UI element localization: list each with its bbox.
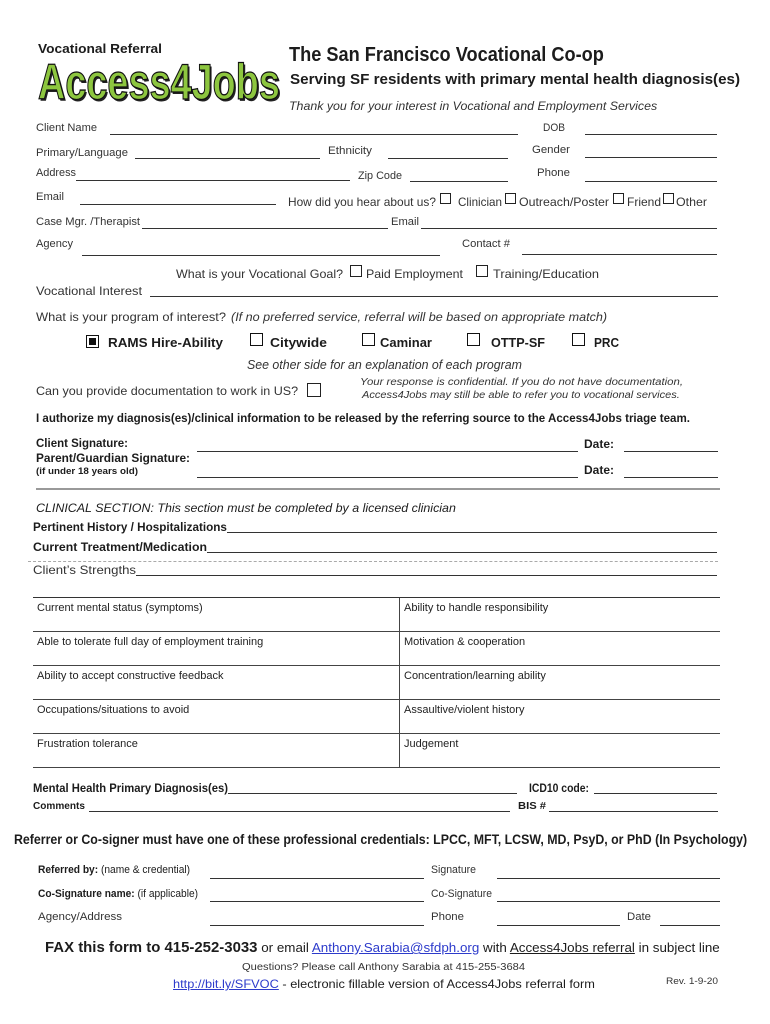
- client-signature-label: Client Signature:: [36, 436, 128, 450]
- primary-language-label: Primary/Language: [36, 147, 128, 159]
- thank-you-text: Thank you for your interest in Vocational and Employment Services: [289, 99, 658, 113]
- subject-tail-text: in subject line: [638, 940, 720, 955]
- contact-label: Contact #: [462, 238, 510, 250]
- access4jobs-logo: Access4Jobs: [38, 54, 280, 110]
- signer-phone-label: Phone: [431, 911, 464, 923]
- agency-address-label: Agency/Address: [38, 911, 123, 923]
- treatment-label: Current Treatment/Medication: [33, 540, 207, 554]
- guardian-date-field[interactable]: [624, 477, 718, 478]
- table-row: [33, 666, 720, 700]
- clinical-assessment-table: [33, 597, 720, 768]
- org-title: The San Francisco Vocational Co-op: [289, 44, 604, 66]
- assessment-label: Able to tolerate full day of employment training: [37, 636, 264, 648]
- phone-field[interactable]: [585, 181, 717, 182]
- ethnicity-field[interactable]: [388, 158, 508, 159]
- assessment-label: Motivation & cooperation: [404, 636, 526, 648]
- assessment-label: Current mental status (symptoms): [37, 602, 203, 614]
- client-name-field[interactable]: [110, 134, 518, 135]
- contact-field[interactable]: [522, 254, 717, 255]
- training-education-label: Training/Education: [493, 267, 600, 281]
- client-signature-field[interactable]: [197, 451, 578, 452]
- dashed-divider: [28, 561, 718, 562]
- comments-field[interactable]: [89, 811, 510, 812]
- confidential-note-line2: Access4Jobs may still be able to refer you to vocational services.: [362, 390, 680, 401]
- documentation-checkbox[interactable]: [307, 383, 321, 397]
- paid-employment-label: Paid Employment: [366, 267, 463, 281]
- outreach-poster-option-label: Outreach/Poster: [519, 195, 609, 209]
- revision-label: Rev. 1-9-20: [666, 976, 719, 987]
- credentials-requirement: Referrer or Co-signer must have one of these professional credentials: LPCC, MFT, LCSW, MD, PsyD, or PhD (In Psychology): [14, 832, 748, 847]
- bis-field[interactable]: [549, 811, 718, 812]
- primary-language-field[interactable]: [135, 158, 320, 159]
- ethnicity-label: Ethnicity: [328, 145, 372, 157]
- guardian-signature-field[interactable]: [197, 477, 578, 478]
- referred-by-note: (name & credential): [100, 864, 191, 876]
- icd10-field[interactable]: [594, 793, 717, 794]
- authorization-statement: I authorize my diagnosis(es)/clinical information to be released by the referring source to the Access4Jobs triage team.: [36, 411, 690, 425]
- address-label: Address: [36, 167, 76, 179]
- cosign-name-title: Co-Signature name:: [38, 888, 135, 900]
- referred-by-title: Referred by:: [38, 864, 99, 876]
- zip-code-label: Zip Code: [358, 170, 403, 182]
- case-manager-email-field[interactable]: [421, 228, 717, 229]
- other-option-label: Other: [676, 195, 708, 209]
- assessment-cell[interactable]: [33, 734, 400, 767]
- assessment-label: Assaultive/violent history: [404, 704, 525, 716]
- assessment-label: Frustration tolerance: [37, 738, 138, 750]
- subject-text: Access4Jobs referral: [509, 940, 635, 955]
- other-checkbox[interactable]: [663, 193, 674, 204]
- assessment-cell[interactable]: [33, 700, 400, 733]
- diagnosis-label: Mental Health Primary Diagnosis(es): [33, 781, 228, 795]
- client-date-label: Date:: [584, 437, 614, 451]
- assessment-cell[interactable]: [33, 598, 400, 631]
- friend-checkbox[interactable]: [613, 193, 624, 204]
- comments-label: Comments: [33, 800, 85, 812]
- signer-phone-field[interactable]: [497, 925, 620, 926]
- table-row: [33, 700, 720, 734]
- vocational-interest-field[interactable]: [150, 296, 718, 297]
- assessment-label: Judgement: [404, 738, 459, 750]
- assessment-label: Occupations/situations to avoid: [37, 704, 190, 716]
- vocational-interest-label: Vocational Interest: [36, 284, 143, 298]
- dob-label: DOB: [543, 122, 566, 134]
- bis-label: BIS #: [518, 800, 546, 812]
- fillable-version-line: [173, 977, 595, 991]
- ottp-sf-checkbox[interactable]: [467, 333, 480, 346]
- guardian-signature-label: Parent/Guardian Signature:: [36, 451, 191, 465]
- clinician-option-label: Clinician: [458, 195, 502, 209]
- cosignature-label: Co-Signature: [431, 888, 493, 900]
- gender-field[interactable]: [585, 157, 717, 158]
- confidential-note-line1: Your response is confidential. If you do not have documentation,: [360, 377, 683, 388]
- assessment-cell[interactable]: [400, 632, 720, 665]
- fax-instructions: [45, 939, 720, 957]
- documentation-question: Can you provide documentation to work in US?: [36, 384, 299, 398]
- guardian-note: (if under 18 years old): [36, 466, 138, 477]
- program-question: What is your program of interest?: [36, 310, 227, 324]
- case-manager-email-label: Email: [391, 216, 420, 228]
- cosign-name-note: (if applicable): [137, 888, 199, 900]
- treatment-field[interactable]: [207, 552, 717, 553]
- referred-by-label: [38, 864, 190, 877]
- outreach-poster-checkbox[interactable]: [505, 193, 516, 204]
- assessment-cell[interactable]: [33, 666, 400, 699]
- assessment-cell[interactable]: [33, 632, 400, 665]
- table-row: [33, 632, 720, 666]
- training-education-checkbox[interactable]: [476, 265, 488, 277]
- assessment-label: Ability to handle responsibility: [404, 602, 549, 614]
- client-date-field[interactable]: [624, 451, 718, 452]
- case-manager-field[interactable]: [142, 228, 388, 229]
- signer-date-label: Date: [627, 911, 651, 923]
- caminar-checkbox[interactable]: [362, 333, 375, 346]
- assessment-label: Concentration/learning ability: [404, 670, 546, 682]
- ottp-sf-label: OTTP-SF: [491, 335, 545, 350]
- contact-email-link[interactable]: Anthony.Sarabia@sfdph.org: [311, 940, 480, 955]
- friend-option-label: Friend: [627, 195, 662, 209]
- assessment-cell[interactable]: [400, 700, 720, 733]
- clinical-section-heading: CLINICAL SECTION: This section must be completed by a licensed clinician: [36, 501, 456, 515]
- program-note: (If no preferred service, referral will be based on appropriate match): [231, 310, 608, 324]
- citywide-checkbox[interactable]: [250, 333, 263, 346]
- history-field[interactable]: [227, 532, 717, 533]
- email-field[interactable]: [80, 204, 276, 205]
- assessment-cell[interactable]: [400, 666, 720, 699]
- table-row: [33, 598, 720, 632]
- section-divider: [36, 488, 720, 490]
- strengths-label: Client’s Strengths: [33, 563, 137, 577]
- fillable-form-description: - electronic fillable version of Access4Jobs referral form: [282, 977, 595, 991]
- referral-source-question: How did you hear about us?: [288, 195, 436, 209]
- caminar-label: Caminar: [380, 335, 432, 350]
- email-label: Email: [36, 191, 65, 203]
- org-subtitle: Serving SF residents with primary mental health diagnosis(es): [290, 71, 741, 88]
- see-other-side-note: See other side for an explanation of each program: [247, 357, 522, 372]
- or-email-text: or email: [261, 940, 309, 955]
- dob-field[interactable]: [585, 134, 717, 135]
- fillable-form-link[interactable]: http://bit.ly/SFVOC: [173, 977, 279, 991]
- history-label: Pertinent History / Hospitalizations: [33, 520, 227, 534]
- zip-code-field[interactable]: [410, 181, 508, 182]
- fax-number-text: FAX this form to 415-252-3033: [45, 940, 258, 956]
- agency-label: Agency: [36, 238, 73, 250]
- form-type-title: Vocational Referral: [38, 41, 162, 56]
- signature-field[interactable]: [497, 878, 720, 879]
- prc-checkbox[interactable]: [572, 333, 585, 346]
- questions-text: Questions? Please call Anthony Sarabia at 415-255-3684: [242, 962, 526, 973]
- case-manager-label: Case Mgr. /Therapist: [36, 216, 141, 228]
- with-text: with: [483, 940, 507, 955]
- guardian-date-label: Date:: [584, 463, 614, 477]
- agency-field[interactable]: [82, 255, 440, 256]
- vocational-goal-question: What is your Vocational Goal?: [176, 267, 344, 281]
- signer-date-field[interactable]: [660, 925, 720, 926]
- rams-hire-ability-checkbox[interactable]: [86, 335, 99, 348]
- client-name-label: Client Name: [36, 122, 98, 134]
- table-row: [33, 734, 720, 768]
- clinician-checkbox[interactable]: [440, 193, 451, 204]
- referred-by-field[interactable]: [210, 878, 424, 879]
- diagnosis-field[interactable]: [228, 793, 517, 794]
- citywide-label: Citywide: [270, 335, 327, 350]
- icd10-label: ICD10 code:: [529, 781, 589, 795]
- paid-employment-checkbox[interactable]: [350, 265, 362, 277]
- strengths-field[interactable]: [136, 575, 717, 576]
- prc-label: PRC: [594, 335, 620, 350]
- cosign-name-field[interactable]: [210, 901, 424, 902]
- assessment-cell[interactable]: [400, 598, 720, 631]
- rams-hire-ability-label: RAMS Hire-Ability: [108, 335, 224, 350]
- agency-address-field[interactable]: [210, 925, 424, 926]
- assessment-label: Ability to accept constructive feedback: [37, 670, 224, 682]
- assessment-cell[interactable]: [400, 734, 720, 767]
- signature-label: Signature: [431, 864, 477, 876]
- gender-label: Gender: [532, 144, 570, 156]
- cosign-name-label: [38, 888, 198, 901]
- address-field[interactable]: [76, 180, 350, 181]
- cosignature-field[interactable]: [497, 901, 720, 902]
- phone-label: Phone: [537, 167, 570, 179]
